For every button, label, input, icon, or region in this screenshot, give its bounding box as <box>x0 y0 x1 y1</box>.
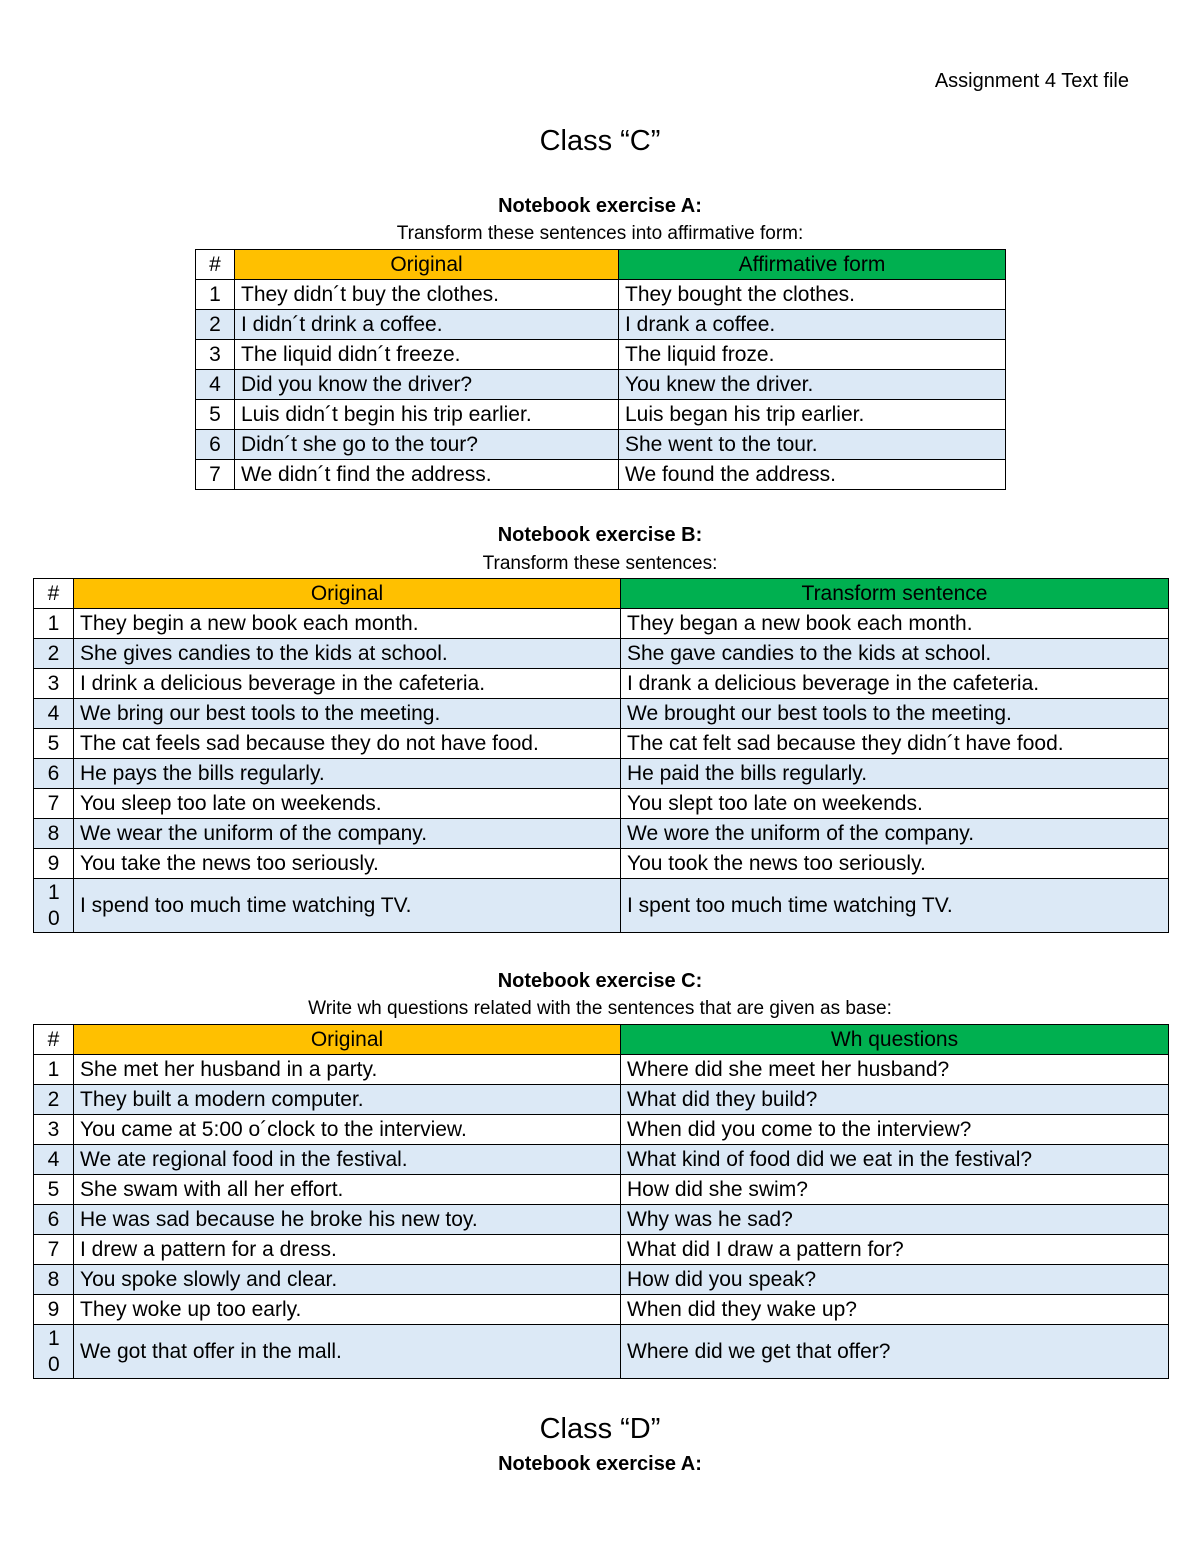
exercise-b-table <box>33 578 1169 933</box>
header-number: # <box>34 1025 74 1055</box>
original-sentence: We ate regional food in the festival. <box>74 1145 621 1175</box>
row-number: 8 <box>34 819 74 849</box>
transformed-sentence: She gave candies to the kids at school. <box>621 639 1169 669</box>
header-original: Original <box>235 250 619 280</box>
table-row <box>34 1295 1169 1325</box>
table-row <box>34 819 1169 849</box>
row-number: 10 <box>34 1325 74 1379</box>
exercise-b-instruction: Transform these sentences: <box>482 553 718 574</box>
exercise-c-title: Notebook exercise C: <box>497 970 703 992</box>
exercise-a-table <box>195 249 1006 490</box>
table-row <box>34 849 1169 879</box>
original-sentence: She met her husband in a party. <box>74 1055 621 1085</box>
original-sentence: We bring our best tools to the meeting. <box>74 699 621 729</box>
row-number: 2 <box>34 639 74 669</box>
table-row <box>196 340 1006 370</box>
header-number: # <box>196 250 235 280</box>
table-row <box>196 400 1006 430</box>
transformed-sentence: When did they wake up? <box>621 1295 1169 1325</box>
transformed-sentence: I drank a coffee. <box>619 310 1006 340</box>
transformed-sentence: What did they build? <box>621 1085 1169 1115</box>
original-sentence: The liquid didn´t freeze. <box>235 340 619 370</box>
exercise-a-instruction: Transform these sentences into affirmative form: <box>396 223 804 244</box>
table-row <box>34 1115 1169 1145</box>
row-number: 9 <box>34 849 74 879</box>
row-number: 5 <box>196 400 235 430</box>
transformed-sentence: They bought the clothes. <box>619 280 1006 310</box>
transformed-sentence: You slept too late on weekends. <box>621 789 1169 819</box>
transformed-sentence: They began a new book each month. <box>621 609 1169 639</box>
row-number: 9 <box>34 1295 74 1325</box>
original-sentence: We got that offer in the mall. <box>74 1325 621 1379</box>
row-number: 7 <box>34 789 74 819</box>
original-sentence: I drink a delicious beverage in the cafeteria. <box>74 669 621 699</box>
exercise-a-title: Notebook exercise A: <box>498 195 702 217</box>
row-number: 1 <box>34 609 74 639</box>
original-sentence: We wear the uniform of the company. <box>74 819 621 849</box>
original-sentence: I didn´t drink a coffee. <box>235 310 619 340</box>
table-header-row <box>34 579 1169 609</box>
transformed-sentence: We brought our best tools to the meeting. <box>621 699 1169 729</box>
document-header-note: Assignment 4 Text file <box>934 70 1129 92</box>
original-sentence: You came at 5:00 o´clock to the interview. <box>74 1115 621 1145</box>
transformed-sentence: Where did we get that offer? <box>621 1325 1169 1379</box>
transformed-sentence: Where did she meet her husband? <box>621 1055 1169 1085</box>
table-row <box>196 430 1006 460</box>
original-sentence: You spoke slowly and clear. <box>74 1265 621 1295</box>
row-number: 2 <box>196 310 235 340</box>
original-sentence: They begin a new book each month. <box>74 609 621 639</box>
row-number: 1 <box>196 280 235 310</box>
row-number: 3 <box>196 340 235 370</box>
row-number: 6 <box>196 430 235 460</box>
original-sentence: You sleep too late on weekends. <box>74 789 621 819</box>
row-number: 7 <box>34 1235 74 1265</box>
table-row <box>34 1175 1169 1205</box>
row-number: 2 <box>34 1085 74 1115</box>
original-sentence: They didn´t buy the clothes. <box>235 280 619 310</box>
original-sentence: The cat feels sad because they do not have food. <box>74 729 621 759</box>
original-sentence: He pays the bills regularly. <box>74 759 621 789</box>
original-sentence: I drew a pattern for a dress. <box>74 1235 621 1265</box>
original-sentence: We didn´t find the address. <box>235 460 619 490</box>
original-sentence: You take the news too seriously. <box>74 849 621 879</box>
exercise-b-title: Notebook exercise B: <box>497 524 703 546</box>
original-sentence: She gives candies to the kids at school. <box>74 639 621 669</box>
class-c-title: Class “C” <box>539 125 661 157</box>
header-wh-questions: Wh questions <box>621 1025 1169 1055</box>
table-row <box>34 669 1169 699</box>
original-sentence: She swam with all her effort. <box>74 1175 621 1205</box>
transformed-sentence: When did you come to the interview? <box>621 1115 1169 1145</box>
row-number: 4 <box>34 699 74 729</box>
table-row <box>196 310 1006 340</box>
transformed-sentence: Luis began his trip earlier. <box>619 400 1006 430</box>
transformed-sentence: I drank a delicious beverage in the cafeteria. <box>621 669 1169 699</box>
original-sentence: I spend too much time watching TV. <box>74 879 621 933</box>
transformed-sentence: The cat felt sad because they didn´t have food. <box>621 729 1169 759</box>
header-original: Original <box>74 1025 621 1055</box>
transformed-sentence: How did she swim? <box>621 1175 1169 1205</box>
transformed-sentence: We found the address. <box>619 460 1006 490</box>
row-number: 5 <box>34 729 74 759</box>
original-sentence: Did you know the driver? <box>235 370 619 400</box>
row-number: 6 <box>34 1205 74 1235</box>
original-sentence: He was sad because he broke his new toy. <box>74 1205 621 1235</box>
header-original: Original <box>74 579 621 609</box>
row-number: 5 <box>34 1175 74 1205</box>
row-number: 1 <box>34 1055 74 1085</box>
table-row <box>34 759 1169 789</box>
original-sentence: They built a modern computer. <box>74 1085 621 1115</box>
table-row <box>34 879 1169 933</box>
transformed-sentence: What kind of food did we eat in the festival? <box>621 1145 1169 1175</box>
table-header-row <box>196 250 1006 280</box>
table-row <box>34 1265 1169 1295</box>
table-row <box>34 1145 1169 1175</box>
transformed-sentence: Why was he sad? <box>621 1205 1169 1235</box>
table-row <box>34 789 1169 819</box>
table-header-row <box>34 1025 1169 1055</box>
transformed-sentence: We wore the uniform of the company. <box>621 819 1169 849</box>
exercise-c-table <box>33 1024 1169 1379</box>
original-sentence: Luis didn´t begin his trip earlier. <box>235 400 619 430</box>
row-number: 4 <box>196 370 235 400</box>
header-transform-sentence: Transform sentence <box>621 579 1169 609</box>
original-sentence: Didn´t she go to the tour? <box>235 430 619 460</box>
transformed-sentence: What did I draw a pattern for? <box>621 1235 1169 1265</box>
row-number: 3 <box>34 1115 74 1145</box>
transformed-sentence: You knew the driver. <box>619 370 1006 400</box>
transformed-sentence: She went to the tour. <box>619 430 1006 460</box>
table-row <box>34 639 1169 669</box>
table-row <box>34 1235 1169 1265</box>
table-row <box>196 370 1006 400</box>
row-number: 6 <box>34 759 74 789</box>
table-row <box>196 460 1006 490</box>
row-number: 4 <box>34 1145 74 1175</box>
class-d-exercise-a-title: Notebook exercise A: <box>498 1453 702 1475</box>
table-row <box>34 699 1169 729</box>
row-number: 10 <box>34 879 74 933</box>
table-row <box>34 729 1169 759</box>
transformed-sentence: You took the news too seriously. <box>621 849 1169 879</box>
table-row <box>34 1325 1169 1379</box>
table-row <box>34 609 1169 639</box>
table-row <box>34 1085 1169 1115</box>
table-row <box>34 1055 1169 1085</box>
row-number: 7 <box>196 460 235 490</box>
table-row <box>196 280 1006 310</box>
transformed-sentence: He paid the bills regularly. <box>621 759 1169 789</box>
row-number: 8 <box>34 1265 74 1295</box>
row-number: 3 <box>34 669 74 699</box>
class-d-title: Class “D” <box>539 1413 661 1445</box>
exercise-c-instruction: Write wh questions related with the sentences that are given as base: <box>308 998 892 1019</box>
original-sentence: They woke up too early. <box>74 1295 621 1325</box>
transformed-sentence: How did you speak? <box>621 1265 1169 1295</box>
header-number: # <box>34 579 74 609</box>
transformed-sentence: The liquid froze. <box>619 340 1006 370</box>
table-row <box>34 1205 1169 1235</box>
header-affirmative-form: Affirmative form <box>619 250 1006 280</box>
transformed-sentence: I spent too much time watching TV. <box>621 879 1169 933</box>
